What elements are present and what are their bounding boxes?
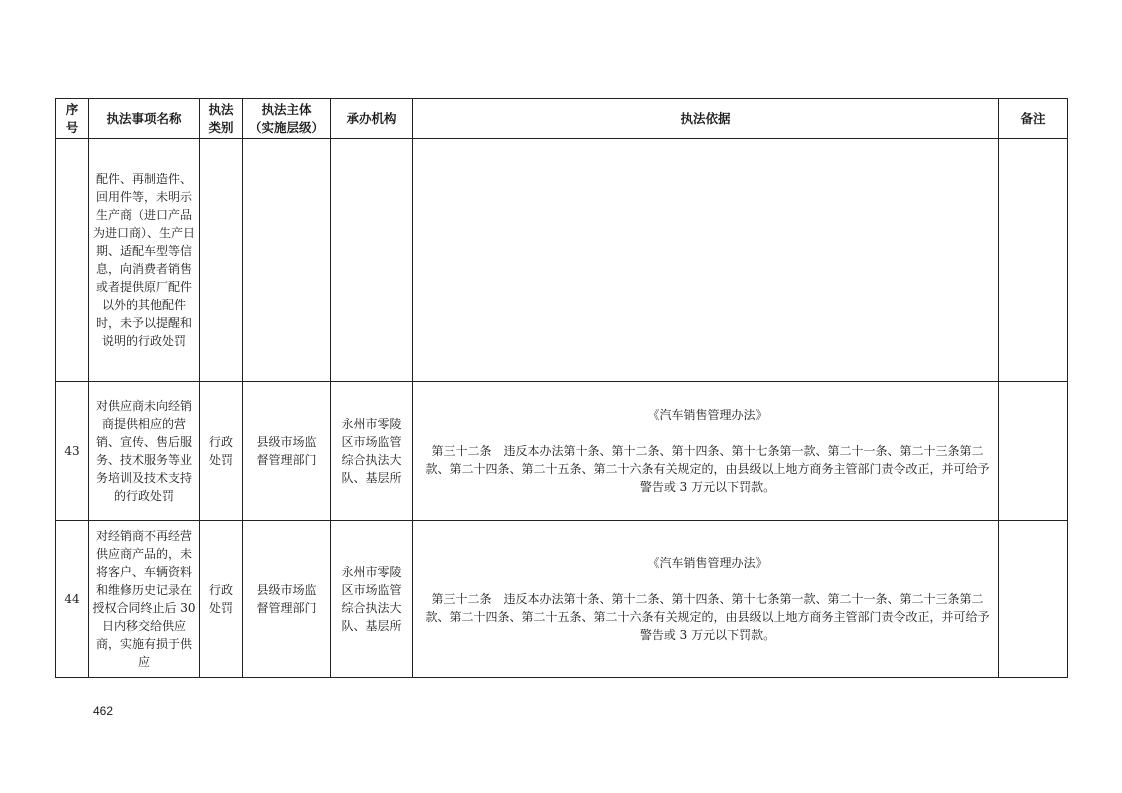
law-article: 第三十二条 违反本办法第十条、第十二条、第十四条、第十七条第一款、第二十一条、第二十三条第二款、第二十四条、第二十五条、第二十六条有关规定的，由县级以上地方商务主管部门责令改正，并可给予警告或 3 万元以下罚款。 bbox=[425, 592, 990, 642]
subject-cell bbox=[243, 139, 331, 382]
law-title: 《汽车销售管理办法》 bbox=[647, 556, 768, 570]
header-basis: 执法依据 bbox=[413, 99, 999, 139]
table-header-row bbox=[56, 99, 1068, 139]
header-seq: 序 号 bbox=[56, 99, 89, 139]
header-name: 执法事项名称 bbox=[89, 99, 200, 139]
category-cell: 行政 处罚 bbox=[200, 521, 243, 678]
category-cell bbox=[200, 139, 243, 382]
basis-cell bbox=[413, 139, 999, 382]
table-row bbox=[56, 521, 1068, 678]
seq-cell: 44 bbox=[56, 521, 89, 678]
agency-cell: 永州市零陵 区市场监管 综合执法大 队、基层所 bbox=[331, 382, 413, 521]
basis-cell bbox=[413, 521, 999, 678]
category-cell: 行政 处罚 bbox=[200, 382, 243, 521]
page-number: 462 bbox=[93, 704, 114, 718]
basis-cell bbox=[413, 382, 999, 521]
item-name-cell: 对供应商未向经销商提供相应的营销、宣传、售后服务、技术服务等业务培训及技术支持的行政处罚 bbox=[89, 382, 200, 521]
subject-cell: 县级市场监 督管理部门 bbox=[243, 521, 331, 678]
item-name-cell: 对经销商不再经营供应商产品的，未将客户、车辆资料和维修历史记录在授权合同终止后 30 日内移交给供应商，实施有损于供应 bbox=[89, 521, 200, 678]
seq-cell bbox=[56, 139, 89, 382]
agency-cell bbox=[331, 139, 413, 382]
remark-cell bbox=[999, 382, 1068, 521]
header-remark: 备注 bbox=[999, 99, 1068, 139]
table-row bbox=[56, 139, 1068, 382]
item-name-cell: 配件、再制造件、回用件等，未明示生产商（进口产品为进口商）、生产日期、适配车型等信息，向消费者销售或者提供原厂配件以外的其他配件时，未予以提醒和说明的行政处罚 bbox=[89, 139, 200, 382]
header-category: 执法 类别 bbox=[200, 99, 243, 139]
subject-cell: 县级市场监 督管理部门 bbox=[243, 382, 331, 521]
remark-cell bbox=[999, 521, 1068, 678]
remark-cell bbox=[999, 139, 1068, 382]
header-subject: 执法主体 （实施层级） bbox=[243, 99, 331, 139]
enforcement-table bbox=[55, 98, 1068, 678]
law-article: 第三十二条 违反本办法第十条、第十二条、第十四条、第十七条第一款、第二十一条、第二十三条第二款、第二十四条、第二十五条、第二十六条有关规定的，由县级以上地方商务主管部门责令改正，并可给予警告或 3 万元以下罚款。 bbox=[425, 444, 990, 494]
table-row bbox=[56, 382, 1068, 521]
agency-cell: 永州市零陵 区市场监管 综合执法大 队、基层所 bbox=[331, 521, 413, 678]
seq-cell: 43 bbox=[56, 382, 89, 521]
header-agency: 承办机构 bbox=[331, 99, 413, 139]
law-title: 《汽车销售管理办法》 bbox=[647, 408, 768, 422]
